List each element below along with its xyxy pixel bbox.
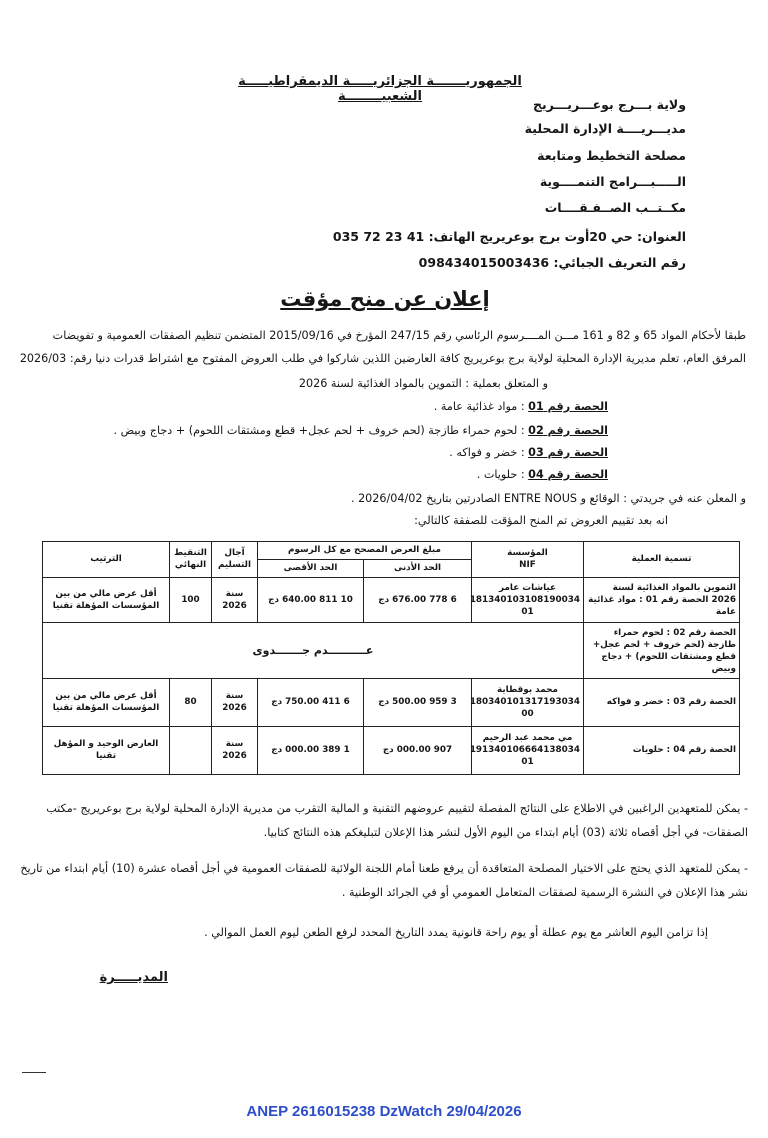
row-company-nif: 180340101317193034​00 (469, 697, 580, 720)
table-header-row (43, 542, 740, 560)
header-operation: تسمية العملية (584, 542, 740, 578)
note-2-line-2: نشر هذا الإعلان في النشرة الرسمية لصفقات المتعامل العمومي أو في الجرائد الوطنية . (341, 886, 748, 899)
lot-label: الحصة رقم 01 (528, 400, 608, 413)
intro-line-2: المرفق العام، تعلم مديرية الإدارة المحلية لولاية برج بوعريريج كافة العارضين اللذين شاركوا في طلب العروض المفتوح مع اشتراط قدرات دنيا رقم: 2026/03 (19, 352, 746, 365)
header-amount: مبلغ العرض المصحح مع كل الرسوم (258, 542, 472, 560)
tax-id-line: رقم التعريف الجبائي: 098434015003436 (418, 255, 686, 270)
header-company-nif: NIF (519, 560, 536, 571)
row-score: 80 (170, 678, 212, 726)
address-line: العنوان: حي 20أوت برج بوعريريج الهاتف: 41 23 72 035 (332, 229, 686, 244)
lot-text: : لحوم حمراء طازجة (لحم خروف + لحم عجل+ قطع ومشتقات اللحوم) + دجاج وبيض . (113, 424, 525, 437)
lot-04 (28, 468, 608, 481)
row-operation: الحصة رقم 04 : حلويات (584, 726, 740, 774)
note-2-line-1: - يمكن للمتعهد الذي يحتج على الاختيار المصلحة المتعاقدة أن يرفع طعنا أمام اللجنة الولائية للصفقات العمومية في أجل أقصاه عشرة (10) أيام ابتداء من تاريخ (20, 862, 748, 875)
table-row (43, 726, 740, 774)
row-score (170, 726, 212, 774)
lot-text: : مواد غذائية عامة . (433, 400, 525, 413)
row-delay: سنة 2026 (212, 678, 258, 726)
intro-line-1: طبقا لأحكام المواد 65 و 82 و 161 مـــن المــــرسوم الرئاسي رقم 247/15 المؤرخ في 2015/09/16 المتضمن تنظيم الصفقات العمومية و تفويضات (52, 329, 746, 342)
row-rank: العارض الوحيد و المؤهل تقنيا (43, 726, 170, 774)
header-min: الحد الأدنى (364, 559, 472, 577)
row-score: 100 (170, 577, 212, 623)
header-company (472, 542, 584, 578)
lot-label: الحصة رقم 03 (528, 446, 608, 459)
row-delay: سنة 2026 (212, 726, 258, 774)
row-company-nif: 181340103108190034​01 (469, 594, 580, 617)
evaluation-line: انه بعد تقييم العروض تم المنح المؤقت للصفقة كالتالي: (414, 514, 668, 527)
office-line: مكــتــب الصــفـقــــات (544, 200, 686, 215)
row-operation: الحصة رقم 02 : لحوم حمراء طازجة (لحم خروف + لحم عجل+ قطع ومشتقات اللحوم) + دجاج وبيض (584, 623, 740, 678)
row-operation: الحصة رقم 03 : خضر و فواكه (584, 678, 740, 726)
row-rank: أقل عرض مالي من بين المؤسسات المؤهلة تقنيا (43, 678, 170, 726)
republic-heading: الجمهوريـــــــة الجزائريـــــة الديمقراطيـــــة الشعبيــــــــة (238, 74, 522, 104)
row-min: 3 959 500.00 دج (364, 678, 472, 726)
row-company-name: عياشات عامر (499, 582, 556, 593)
signature: المديـــــرة (99, 970, 168, 985)
results-table (42, 541, 740, 775)
row-company (469, 678, 584, 726)
lot-02 (28, 424, 608, 437)
header-rank: الترتيب (43, 542, 170, 578)
header-company-label: المؤسسة (507, 548, 548, 559)
intro-line-3: و المتعلق بعملية : التموين بالمواد الغذائية لسنة 2026 (298, 377, 548, 390)
table-row (43, 577, 740, 623)
lot-label: الحصة رقم 02 (528, 424, 608, 437)
header-max: الحد الأقصى (258, 559, 364, 577)
publication-line: و المعلن عنه في جريدتي : الوقائع و ENTRE NOUS الصادرتين بتاريخ 2026/04/02 . (350, 492, 746, 505)
row-max: 1 389 000.00 دج (258, 726, 364, 774)
header-delay: آجال التسليم (212, 542, 258, 578)
row-min: 907 000.00 دج (364, 726, 472, 774)
note-3: إذا تزامن اليوم العاشر مع يوم عطلة أو يوم راحة قانونية يمدد التاريخ المحدد لرفع الطعن ليوم العمل الموالي . (204, 926, 708, 939)
lot-03 (28, 446, 608, 459)
table-row (43, 623, 740, 678)
wilaya-line: ولاية بـــرج بوعـــريـــريج (532, 97, 686, 112)
row-rank: أقل عرض مالي من بين المؤسسات المؤهلة تقنيا (43, 577, 170, 623)
header-score: التنقيط النهائي (170, 542, 212, 578)
row-infructuous: عــــــــــدم جـــــــدوى (43, 623, 584, 678)
row-max: 6 411 750.00 دج (258, 678, 364, 726)
row-min: 6 778 676.00 دج (364, 577, 472, 623)
note-1-line-1: - يمكن للمتعهدين الراغبين في الاطلاع على النتائج المفصلة لتقييم عروضهم التقنية و المالية التقرب من مديرية الإدارة المحلية لولاية برج بوعريريج -مكتب (46, 802, 748, 815)
lot-text: : خضر و فواكه . (449, 446, 525, 459)
row-company-nif: 191340106664138034​01 (469, 745, 580, 768)
row-delay: سنة 2026 (212, 577, 258, 623)
table-row (43, 678, 740, 726)
lot-01 (28, 400, 608, 413)
row-company (469, 577, 584, 623)
footer-reference: ANEP 2616015238 DzWatch 29/04/2026 (246, 1103, 522, 1120)
row-operation: التموين بالمواد الغذائية لسنة 2026 الحصة رقم 01 : مواد غذائية عامة (584, 577, 740, 623)
page-title: إعلان عن منح مؤقت (280, 287, 490, 311)
programs-line: الـــــبـــرامج التنمــــوية (539, 174, 686, 189)
row-max: 10 811 640.00 دج (258, 577, 364, 623)
scan-mark (22, 1072, 46, 1073)
lot-text: : حلويات . (476, 468, 525, 481)
directorate-line: مديـــريــــة الإدارة المحلية (524, 121, 686, 136)
lot-label: الحصة رقم 04 (528, 468, 608, 481)
row-company (469, 726, 584, 774)
service-line: مصلحة التخطيط ومتابعة (537, 148, 686, 163)
row-company-name: محمد بوقطاية (497, 685, 558, 696)
note-1-line-2: الصفقات- في أجل أقصاه ثلاثة (03) أيام ابتداء من اليوم الأول لنشر هذا الإعلان لتبليغكم هذه النتائج كتابيا. (263, 826, 748, 839)
row-company-name: مي محمد عبد الرحيم (482, 733, 573, 744)
